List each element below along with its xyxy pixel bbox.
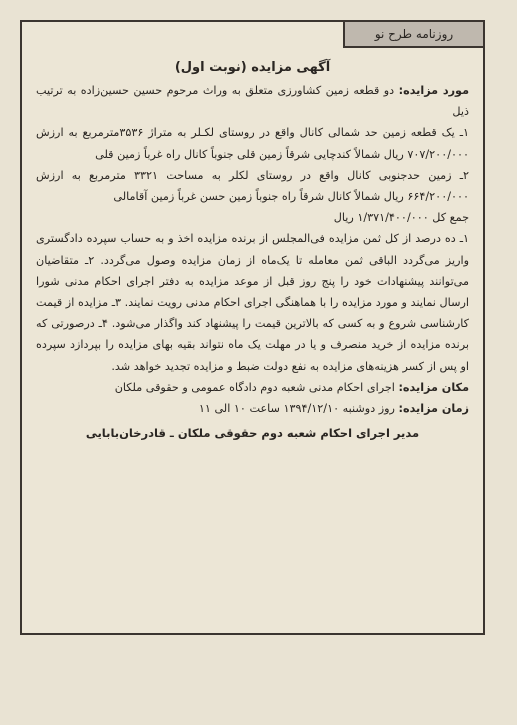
place-section <box>36 377 469 398</box>
total-amount: جمع کل ۱/۳۷۱/۴۰۰/۰۰۰ ریال <box>333 211 469 225</box>
place-text: اجرای احکام مدنی شعبه دوم دادگاه عمومی و حقوقی ملکان <box>114 380 395 394</box>
subject-text: دو قطعه زمین کشاورزی متعلق به وراث مرحوم حسین حسین‌زاده به ترتیب ذیل <box>36 84 469 119</box>
time-section <box>36 398 469 419</box>
time-label: زمان مزایده: <box>398 402 469 416</box>
item-1: ۱ـ یک قطعه زمین حد شمالی کانال واقع در روستای لکـلر به متراژ ۳۵۳۶مترمربع به ارزش ۷۰۷/۲۰۰/۰۰۰ ریال شمالاً کندچایی شرقاً زمین قلی جنوباً کانال راه غرباً زمین قلی <box>36 126 469 161</box>
subject-section <box>36 80 469 122</box>
newspaper-name: روزنامه طرح نو <box>374 27 454 41</box>
notice-content <box>36 56 469 625</box>
signature-line: مدیر اجرای احکام شعبه دوم حقوقی ملکان ـ قادرخان‌بابایی <box>85 426 420 441</box>
time-text: روز دوشنبه ۱۳۹۴/۱۲/۱۰ ساعت ۱۰ الی ۱۱ <box>198 402 395 416</box>
notice-title: آگهی مزایده (نوبت اول) <box>174 60 331 75</box>
subject-label: مورد مزایده: <box>398 84 469 97</box>
conditions: ۱ـ ده درصد از کل ثمن مزایده فی‌المجلس از برنده مزایده اخذ و به حساب سپرده دادگستری واریز می‌گردد الباقی ثمن معامله تا یک‌ماه از زمان مزایده وصول می‌گردد. ۲ـ متقاضیان می‌توانند پیشنهادات خود را پنج روز قبل از موعد مزایده به دفتر اجرای احکام مدنی شورا ارسال نمایند و مورد مزایده را با هماهنگی اجرای احکام مدنی رویت نمایند. ۳ـ مزایده از قیمت کارشناسی شروع و به کسی که بالاترین قیمت را پیشنهاد کند واگذار می‌شود. ۴ـ درصورتی که برنده مزایده از خرید منصرف و یا در مهلت یک ماه نتواند بقیه بهای مزایده را بپردازد سپرده او پس از کسر هزینه‌های مزایده به نفع دولت ضبط و مزایده تجدید خواهد شد. <box>36 232 469 373</box>
notice-frame <box>20 20 485 635</box>
item-2: ۲ـ زمین حدجنوبی کانال واقع در روستای لکلر به مساحت ۳۳۲۱ مترمربع به ارزش ۶۶۴/۲۰۰/۰۰۰ ریال شمالاً کانال شرقاً راه جنوباً زمین حسن غرباً زمین آقامالی <box>36 168 469 204</box>
newspaper-header <box>343 22 483 48</box>
place-label: مکان مزایده: <box>398 380 469 394</box>
